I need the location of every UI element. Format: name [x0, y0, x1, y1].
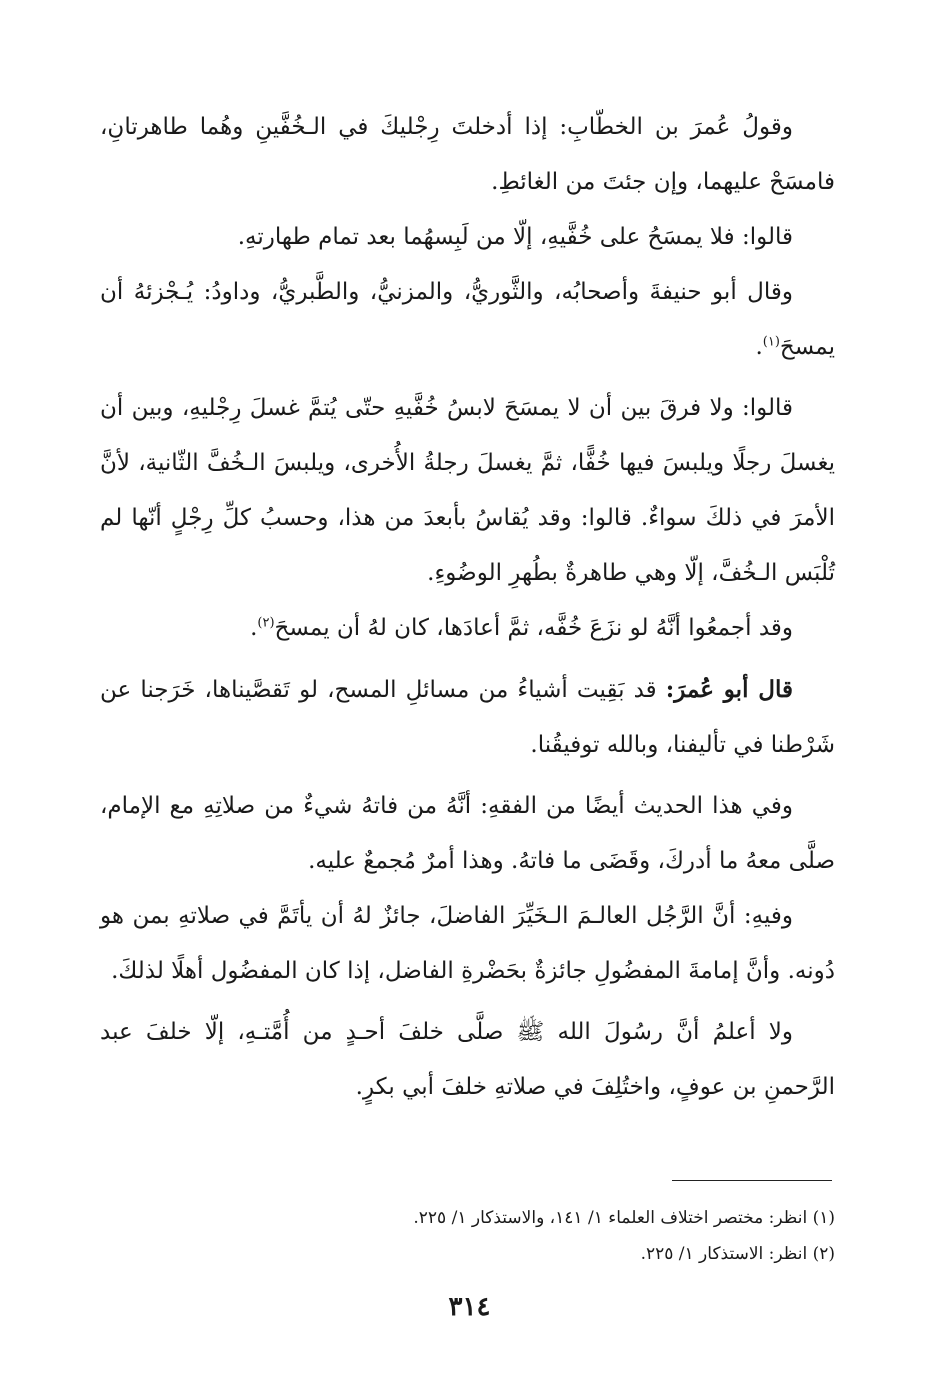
- footnotes: [100, 1200, 835, 1272]
- footnote-divider: [672, 1180, 832, 1181]
- paragraph-9: [100, 1005, 835, 1115]
- main-text: [100, 100, 835, 1115]
- paragraph-5-text: وقد أجمعُوا أنَّهُ لو نزَعَ خُفَّه، ثمَّ أعادَها، كان لهُ أن يمسحَ: [274, 615, 793, 641]
- paragraph-7-text: وفي هذا الحديث أيضًا من الفقهِ: أنَّهُ من فاتهُ شيءٌ من صلاتِهِ مع الإمام، صلَّى معهُ ما أدركَ، وقَضَى ما فاتهُ. وهذا أمرٌ مُجمعٌ عليه.: [100, 793, 835, 874]
- paragraph-2-text: قالوا: فلا يمسَحُ على خُفَّيهِ، إلّا من لَبِسهُما بعد تمام طهارتهِ.: [237, 224, 793, 250]
- paragraph-3: وقال أبو حنيفةَ وأصحابُه، والثَّوريُّ، والمزنيُّ، والطَّبريُّ، وداودُ: يُـجْزئهُ أن يمسحَ$^{(١)}$.: [100, 279, 835, 360]
- footnote-2: (٢) انظر: الاستذكار ١/ ٢٢٥.: [640, 1244, 835, 1264]
- paragraph-6-text: قد بَقِيت أشياءُ من مسائلِ المسح، لو تَقصَّيناها، خَرَجنا عن شَرْطنا في تأليفنا، وبالله توفيقُنا.: [100, 677, 835, 758]
- page-number: ٣١٤: [448, 1292, 491, 1322]
- footnote-1: (١) انظر: مختصر اختلاف العلماء ١/ ١٤١، والاستذكار ١/ ٢٢٥.: [413, 1208, 835, 1228]
- paragraph-9-text: ولا أعلمُ أنَّ رسُولَ الله ﷺ صلَّى خلفَ أحـدٍ من أُمَّتـهِ، إلّا خلفَ عبد الرَّحمنِ بن عوفٍ، واختُلِفَ في صلاتهِ خلفَ أبي بكرٍ.: [100, 1019, 835, 1100]
- paragraph-2: [100, 210, 835, 265]
- paragraph-8-text: وفيهِ: أنَّ الرَّجُل العالـمَ الـخَيِّرَ الفاضلَ، جائزٌ لهُ أن يأتَمَّ في صلاتهِ بمن هو دُونه. وأنَّ إمامةَ المفضُولِ جائزةٌ بحَضْرةِ الفاضل، إذا كان المفضُول أهلًا لذلكَ.: [100, 903, 835, 984]
- paragraph-3-text: وقال أبو حنيفةَ وأصحابُه، والثَّوريُّ، والمزنيُّ، والطَّبريُّ، وداودُ: يُـجْزئهُ أن يمسحَ: [100, 279, 835, 360]
- paragraph-1: [100, 100, 835, 210]
- paragraph-1-text: وقولُ عُمرَ بن الخطّابِ: إذا أدخلتَ رِجْليكَ في الـخُفَّينِ وهُما طاهرتانِ، فامسَحْ عليهما، وإن جئتَ من الغائطِ.: [100, 114, 835, 195]
- paragraph-8: [100, 889, 835, 999]
- author-lead: قال أبو عُمرَ:: [665, 676, 793, 703]
- paragraph-6: [100, 662, 835, 773]
- paragraph-7: [100, 779, 835, 889]
- footnote-ref-2: (٢): [257, 615, 275, 631]
- footnote-ref-1: (١): [762, 334, 780, 350]
- paragraph-4-text: قالوا: ولا فرقَ بين أن لا يمسَحَ لابسُ خُفَّيهِ حتّى يُتمَّ غسلَ رِجْليهِ، وبين أن يغسلَ رجلًا ويلبسَ فيها خُفًّا، ثمَّ يغسلَ رجلةُ الأُخرى، ويلبسَ الـخُفَّ الثّانية، لأنَّ الأمرَ في ذلكَ سواءٌ. قالوا: وقد يُقاسُ بأبعدَ من هذا، وحسبُ كلِّ رِجْلٍ أنّها لم تُلْبَس الـخُفَّ، إلّا وهي طاهرةٌ بطُهرِ الوضُوءِ.: [100, 395, 835, 586]
- paragraph-5: وقد أجمعُوا أنَّهُ لو نزَعَ خُفَّه، ثمَّ أعادَها، كان لهُ أن يمسحَ$^{(٢)}$.: [250, 615, 793, 641]
- paragraph-4: [100, 381, 835, 601]
